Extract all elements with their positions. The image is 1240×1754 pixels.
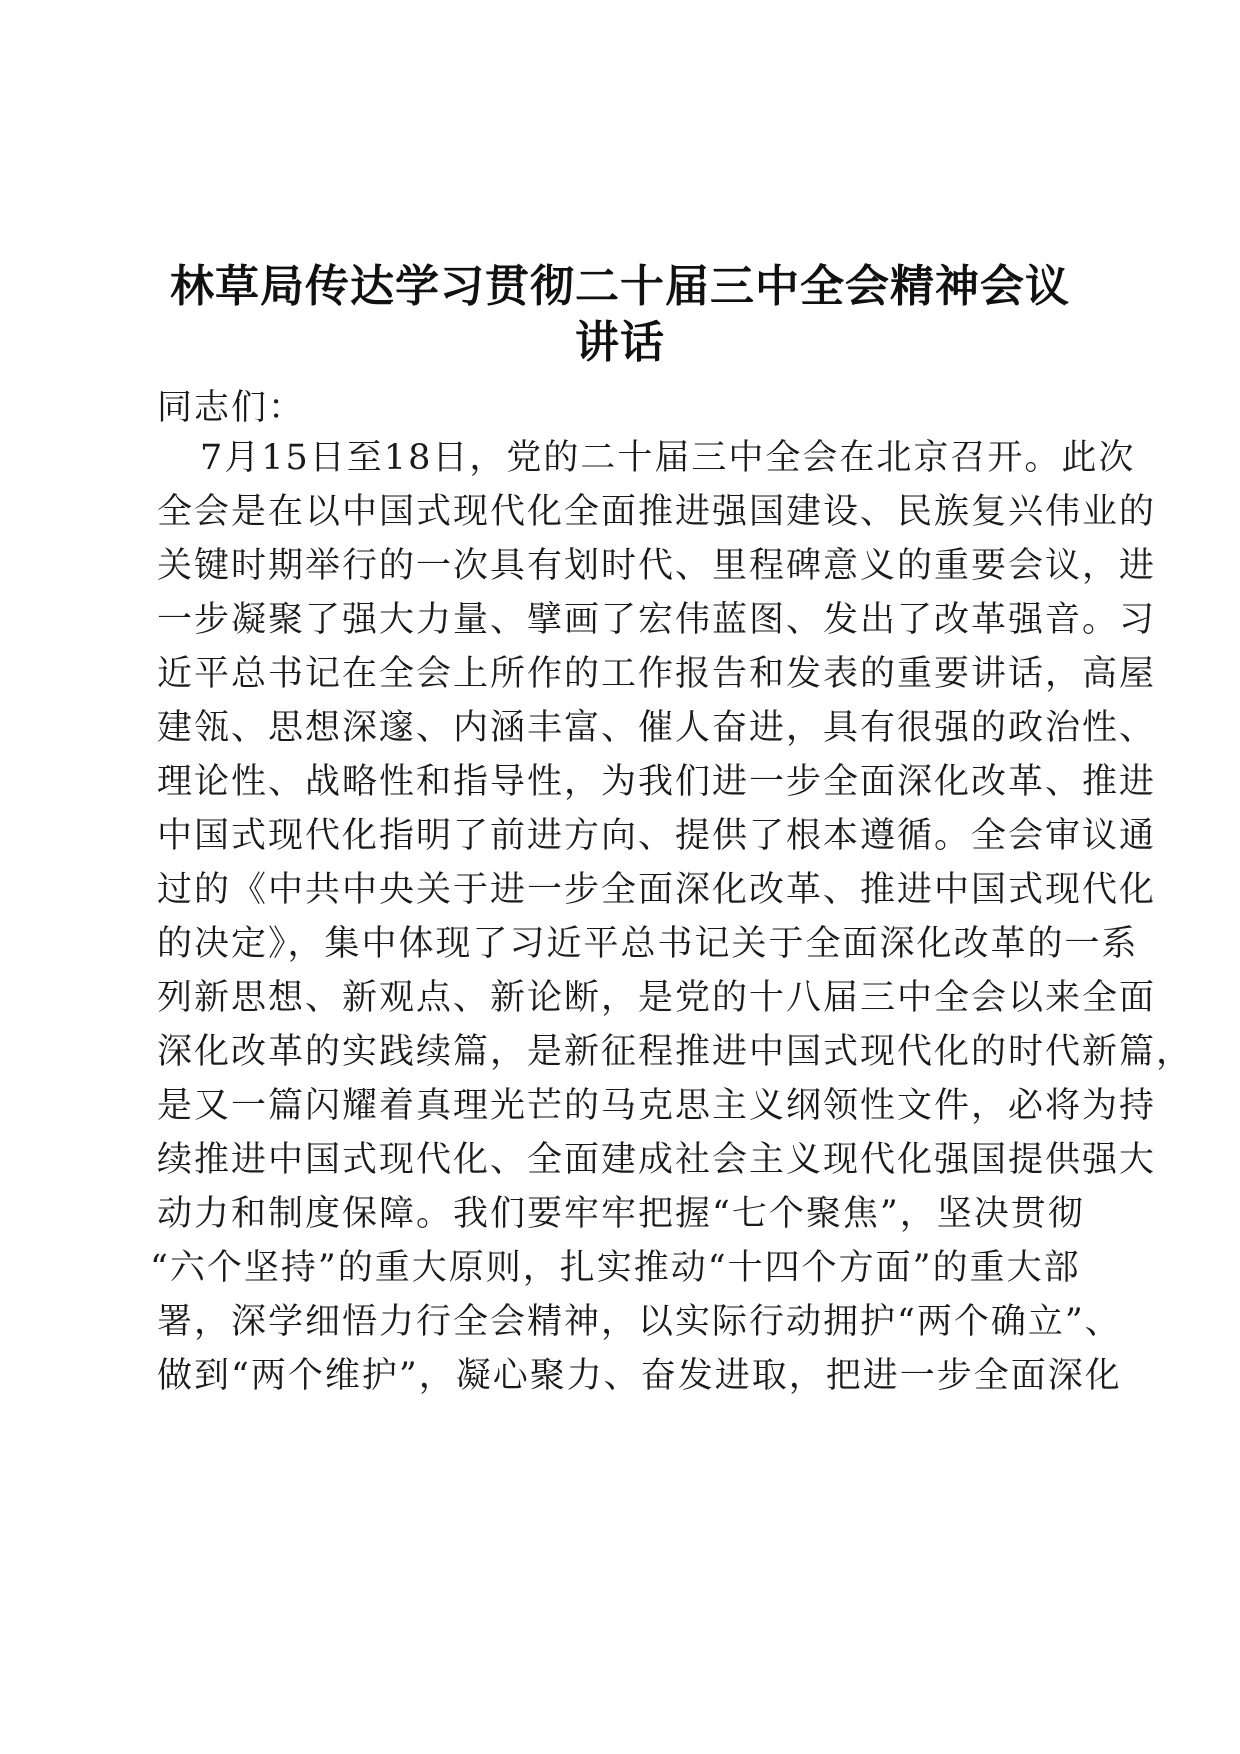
body-line: 一步凝聚了强大力量、擘画了宏伟蓝图、发出了改革强音。习 — [157, 600, 1157, 640]
body-line: 近平总书记在全会上所作的工作报告和发表的重要讲话，高屋 — [157, 654, 1157, 694]
body-line: 署，深学细悟力行全会精神，以实际行动拥护“两个确立”、 — [157, 1302, 1122, 1342]
body-line: 建瓴、思想深邃、内涵丰富、催人奋进，具有很强的政治性、 — [157, 708, 1157, 748]
salutation: 同志们： — [157, 388, 306, 428]
document-title-line-1: 林草局传达学习贯彻二十届三中全会精神会议 — [170, 261, 1070, 312]
body-line: 列新思想、新观点、新论断，是党的十八届三中全会以来全面 — [157, 978, 1157, 1018]
body-line: “六个坚持”的重大原则，扎实推动“十四个方面”的重大部 — [150, 1248, 1081, 1288]
body-line: 关键时期举行的一次具有划时代、里程碑意义的重要会议，进 — [157, 546, 1157, 586]
body-line: 7月15日至18日，党的二十届三中全会在北京召开。此次 — [200, 438, 1136, 478]
body-line: 深化改革的实践续篇，是新征程推进中国式现代化的时代新篇， — [157, 1032, 1194, 1072]
body-line: 是又一篇闪耀着真理光芒的马克思主义纲领性文件，必将为持 — [157, 1086, 1157, 1126]
body-line: 中国式现代化指明了前进方向、提供了根本遵循。全会审议通 — [157, 816, 1157, 856]
body-line: 理论性、战略性和指导性，为我们进一步全面深化改革、推进 — [157, 762, 1157, 802]
body-line: 过的《中共中央关于进一步全面深化改革、推进中国式现代化 — [157, 870, 1157, 910]
body-line: 的决定》，集中体现了习近平总书记关于全面深化改革的一系 — [157, 924, 1139, 964]
body-line: 做到“两个维护”，凝心聚力、奋发进取，把进一步全面深化 — [157, 1356, 1122, 1396]
body-line: 动力和制度保障。我们要牢牢把握“七个聚焦”，坚决贯彻 — [157, 1194, 1085, 1234]
body-line: 全会是在以中国式现代化全面推进强国建设、民族复兴伟业的 — [157, 492, 1157, 532]
document-title-line-2: 讲话 — [575, 317, 665, 368]
body-line: 续推进中国式现代化、全面建成社会主义现代化强国提供强大 — [157, 1140, 1157, 1180]
